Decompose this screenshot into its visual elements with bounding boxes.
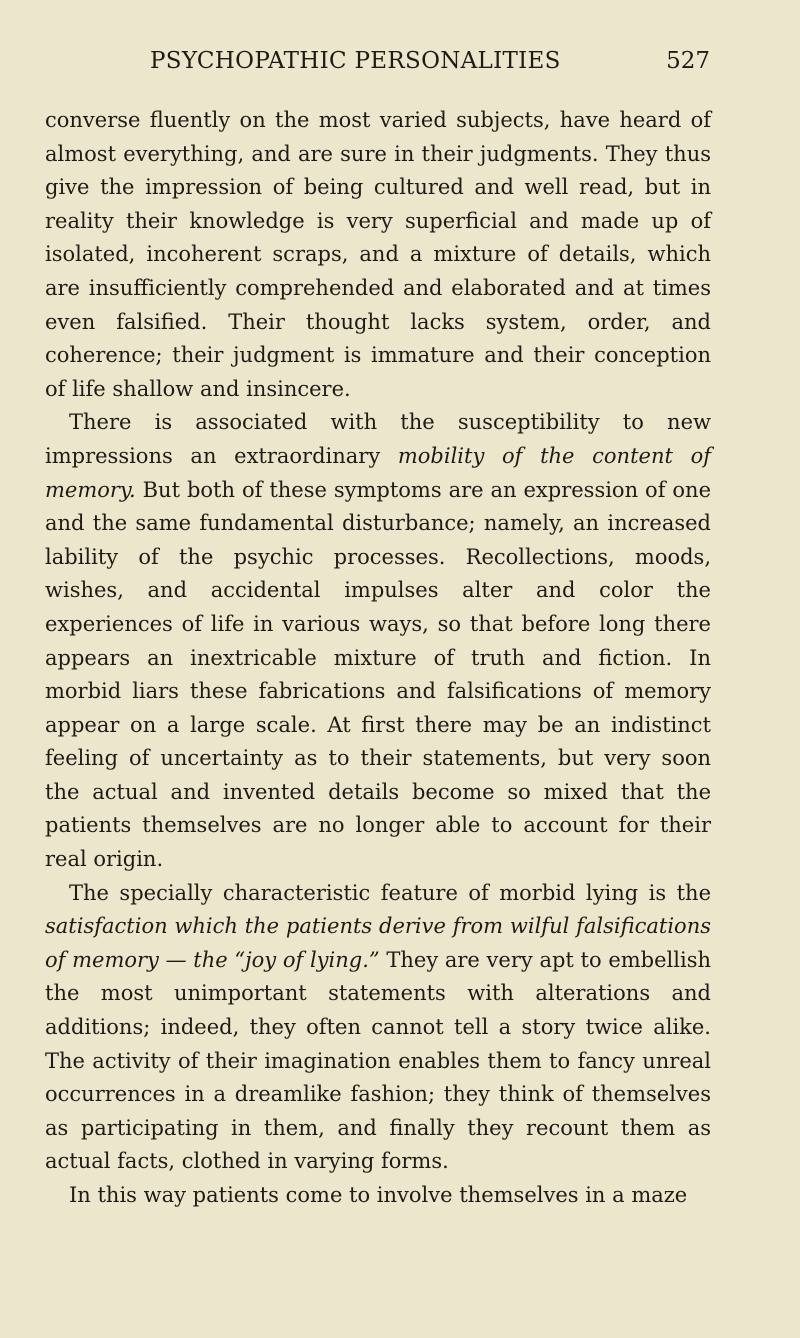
paragraph-2-emphasis: mobility of the content of memory.	[45, 443, 711, 502]
paragraph-2-text-b: But both of these symptoms are an expression of one and the same fundamental disturbance; namely, an increased lability of the psychic processes. Recollections, moods, wishes, and accidental impulses alter and color the experiences of life in various ways, so that before long there appears an inextricable mixture of truth and fiction. In morbid liars these fabrications and falsifications of memory appear on a large scale. At first there may be an indistinct feeling of uncertainty as to their statements, but very soon the actual and invented details become so mixed that the patients themselves are no longer able to account for their real origin.	[45, 477, 711, 872]
paragraph-4	[45, 1179, 711, 1213]
page-number: 527	[666, 48, 710, 74]
paragraph-2	[45, 406, 711, 876]
paragraph-3-text-b: They are very apt to embellish the most unimportant statements with alterations and additions; indeed, they often cannot tell a story twice alike. The activity of their imagination enables them to fancy unreal occurrences in a dreamlike fashion; they think of themselves as participating in them, and finally they recount them as actual facts, clothed in varying forms.	[45, 947, 711, 1174]
body-text	[45, 104, 711, 1213]
paragraph-2-text-a: There is associated with the susceptibility to new impressions an extraordinary	[45, 410, 711, 468]
running-head: PSYCHOPATHIC PERSONALITIES	[150, 48, 561, 74]
paragraph-1-text: converse fluently on the most varied subjects, have heard of almost everything, and are sure in their judgments. They thus give the impression of being cultured and well read, but in reality their knowledge is very superficial and made up of isolated, incoherent scraps, and a mixture of details, which are insufficiently comprehended and elaborated and at times even falsified. Their thought lacks system, order, and coherence; their judgment is immature and their conception of life shallow and insincere.	[45, 108, 711, 401]
paragraph-4-text: In this way patients come to involve themselves in a maze	[69, 1183, 688, 1207]
paragraph-3	[45, 877, 711, 1179]
paragraph-3-text-a: The specially characteristic feature of morbid lying is the	[69, 880, 711, 905]
page-header	[150, 48, 710, 88]
paragraph-1	[45, 104, 711, 406]
paragraph-3-emphasis: satisfaction which the patients derive from wilful falsifications of memory — the “joy of lying.”	[45, 914, 711, 972]
